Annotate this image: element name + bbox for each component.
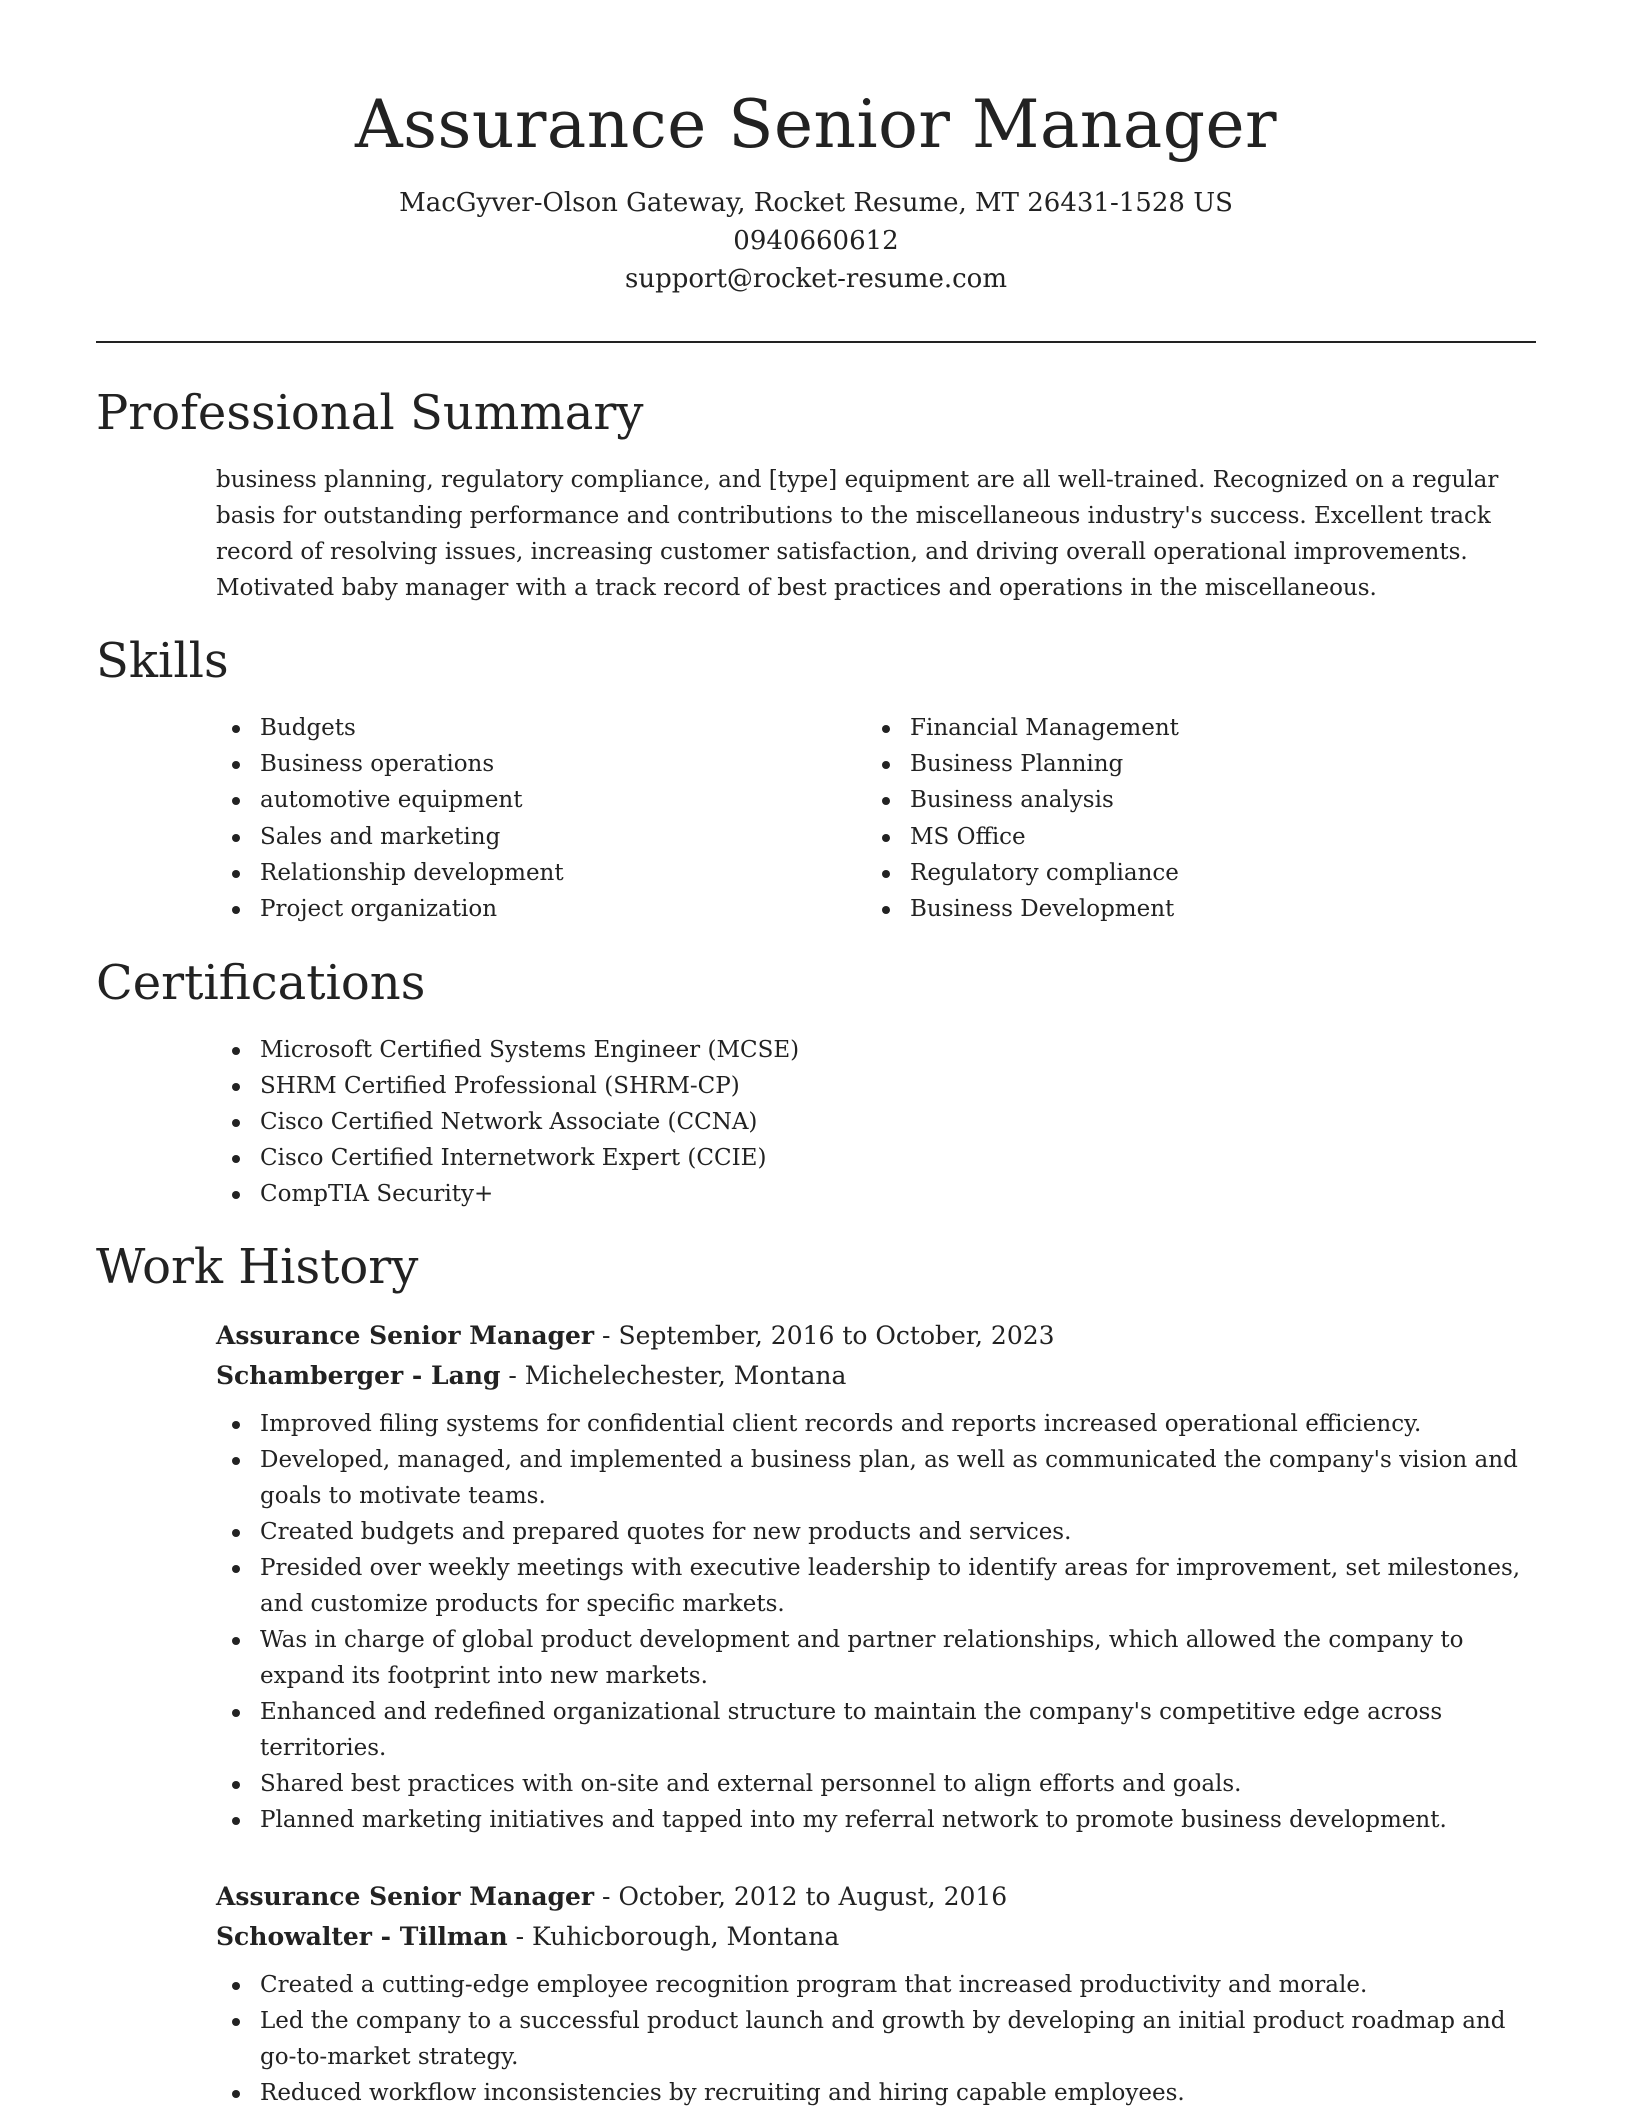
skills-heading: Skills (96, 633, 229, 689)
job-bullet: Planned marketing initiatives and tapped into my referral network to promote business development. (216, 1802, 1536, 1838)
summary-heading: Professional Summary (96, 385, 644, 441)
resume-header (96, 80, 1536, 298)
summary-text: business planning, regulatory compliance, and [type] equipment are all well-trained. Recognized on a regular basis for outstanding performance and contributions to the miscellaneous industry's success. Excellent track record of resolving issues, increasing customer satisfaction, and driving overall operational improvements. Motivated baby manager with a track record of best practices and operations in the miscellaneous. (216, 467, 1499, 601)
job-bullet: Was in charge of global product development and partner relationships, which allowed the company to expand its footprint into new markets. (216, 1622, 1536, 1694)
certification-item: SHRM Certified Professional (SHRM-CP) (216, 1068, 1536, 1104)
job-title: Assurance Senior Manager (216, 1882, 595, 1911)
job-bullet: Improved filing systems for confidential client records and reports increased operational efficiency. (216, 1406, 1536, 1442)
skill-item: automotive equipment (216, 782, 856, 818)
job-company-line: Schamberger - Lang - Michelechester, Montana (216, 1361, 847, 1390)
skills-list-left (216, 710, 856, 927)
skill-item: Regulatory compliance (866, 855, 1506, 891)
skill-item: Business operations (216, 746, 856, 782)
email-text: support@rocket-resume.com (624, 264, 1007, 294)
job-bullet: Led the company to a successful product launch and growth by developing an initial product roadmap and go-to-market strategy. (216, 2003, 1536, 2075)
job-location: Michelechester, Montana (524, 1361, 847, 1390)
job-bullet: Enhanced and redefined organizational structure to maintain the company's competitive edge across territories. (216, 1694, 1536, 1766)
job-bullet: Developed, managed, and implemented a business plan, as well as communicated the company's vision and goals to motivate teams. (216, 1442, 1536, 1514)
contact-info (96, 184, 1536, 298)
job-bullet: Created budgets and prepared quotes for new products and services. (216, 1514, 1536, 1550)
skill-item: Relationship development (216, 855, 856, 891)
job-bullet-list (216, 1967, 1536, 2111)
certifications-heading: Certifications (96, 955, 426, 1011)
certification-item: Cisco Certified Network Associate (CCNA) (216, 1104, 1536, 1140)
certification-item: Cisco Certified Internetwork Expert (CCIE) (216, 1140, 1536, 1176)
job-bullet-list (216, 1406, 1536, 1838)
certification-item: CompTIA Security+ (216, 1176, 1536, 1212)
job-company: Schowalter - Tillman (216, 1922, 508, 1951)
job-entry (216, 1877, 1536, 2111)
certification-item: Microsoft Certified Systems Engineer (MCSE) (216, 1032, 1536, 1068)
address-text: MacGyver-Olson Gateway, Rocket Resume, MT 26431-1528 US (399, 188, 1233, 218)
candidate-name: Assurance Senior Manager (354, 86, 1278, 163)
header-divider (96, 341, 1536, 343)
job-dates: September, 2016 to October, 2023 (618, 1321, 1055, 1350)
skill-item: Business Development (866, 891, 1506, 927)
skill-item: Business analysis (866, 782, 1506, 818)
job-company-line: Schowalter - Tillman - Kuhicborough, Montana (216, 1922, 840, 1951)
job-company: Schamberger - Lang (216, 1361, 501, 1390)
job-entry (216, 1316, 1536, 1838)
job-bullet: Presided over weekly meetings with executive leadership to identify areas for improvement, set milestones, and customize products for specific markets. (216, 1550, 1536, 1622)
phone-text: 0940660612 (733, 226, 899, 256)
skill-item: MS Office (866, 819, 1506, 855)
job-title-line: Assurance Senior Manager - September, 2016 to October, 2023 (216, 1321, 1055, 1350)
job-bullet: Shared best practices with on-site and external personnel to align efforts and goals. (216, 1766, 1536, 1802)
job-location: Kuhicborough, Montana (532, 1922, 840, 1951)
skill-item: Business Planning (866, 746, 1506, 782)
skills-list-right (866, 710, 1506, 927)
job-bullet: Created a cutting-edge employee recognition program that increased productivity and morale. (216, 1967, 1536, 2003)
job-dates: October, 2012 to August, 2016 (618, 1882, 1008, 1911)
work-history-heading: Work History (96, 1239, 419, 1295)
job-title: Assurance Senior Manager (216, 1321, 595, 1350)
skill-item: Budgets (216, 710, 856, 746)
certifications-list (216, 1032, 1536, 1212)
skill-item: Sales and marketing (216, 819, 856, 855)
job-bullet: Reduced workflow inconsistencies by recruiting and hiring capable employees. (216, 2075, 1536, 2111)
skill-item: Project organization (216, 891, 856, 927)
job-title-line: Assurance Senior Manager - October, 2012 to August, 2016 (216, 1882, 1008, 1911)
skill-item: Financial Management (866, 710, 1506, 746)
